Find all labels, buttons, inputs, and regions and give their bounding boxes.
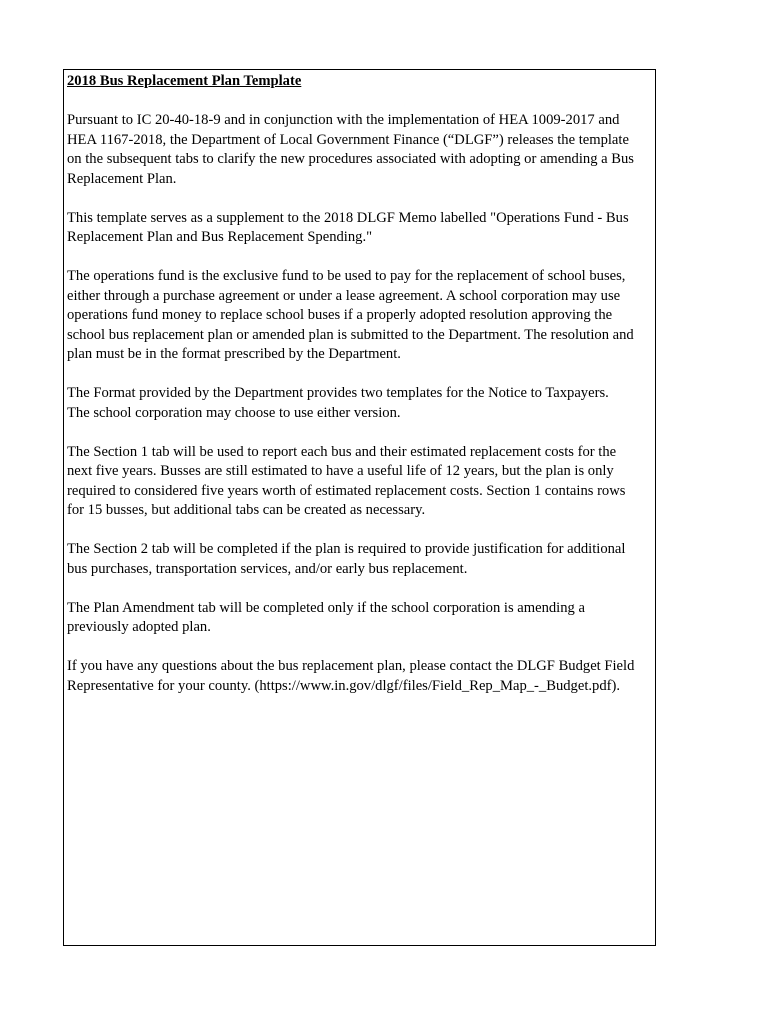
- paragraph-contact: If you have any questions about the bus replacement plan, please contact the DLGF Budget Field Representative for your county. (https://www.in.gov/dlgf/files/Field_Rep_Map_-_Budget.pdf).: [67, 658, 635, 694]
- paragraph-section-1: The Section 1 tab will be used to report each bus and their estimated replacement costs for the next five years. Busses are still estimated to have a useful life of 12 years, but the plan is only required to considered five years worth of estimated replacement costs. Section 1 contains rows for 15 busses, but additional tabs can be created as necessary.: [67, 443, 626, 518]
- document-cell: [63, 69, 656, 946]
- paragraph-plan-amendment: The Plan Amendment tab will be completed only if the school corporation is amending a previously adopted plan.: [67, 599, 585, 635]
- paragraph-section-2: The Section 2 tab will be completed if the plan is required to provide justification for additional bus purchases, transportation services, and/or early bus replacement.: [67, 541, 626, 577]
- paragraph-supplement: This template serves as a supplement to the 2018 DLGF Memo labelled "Operations Fund - Bus Replacement Plan and Bus Replacement Spending.": [67, 209, 629, 245]
- document-title: 2018 Bus Replacement Plan Template: [67, 73, 302, 89]
- paragraph-format: The Format provided by the Department provides two templates for the Notice to Taxpayers. The school corporation may choose to use either version.: [67, 385, 609, 421]
- paragraph-pursuant: Pursuant to IC 20-40-18-9 and in conjunction with the implementation of HEA 1009-2017 and HEA 1167-2018, the Department of Local Government Finance (“DLGF”) releases the template on the subsequent tabs to clarify the new procedures associated with adopting or amending a Bus Replacement Plan.: [67, 112, 634, 187]
- paragraph-operations-fund: The operations fund is the exclusive fund to be used to pay for the replacement of school buses, either through a purchase agreement or under a lease agreement. A school corporation may use operations fund money to replace school buses if a properly adopted resolution approving the school bus replacement plan or amended plan is submitted to the Department. The resolution and plan must be in the format prescribed by the Department.: [67, 268, 634, 362]
